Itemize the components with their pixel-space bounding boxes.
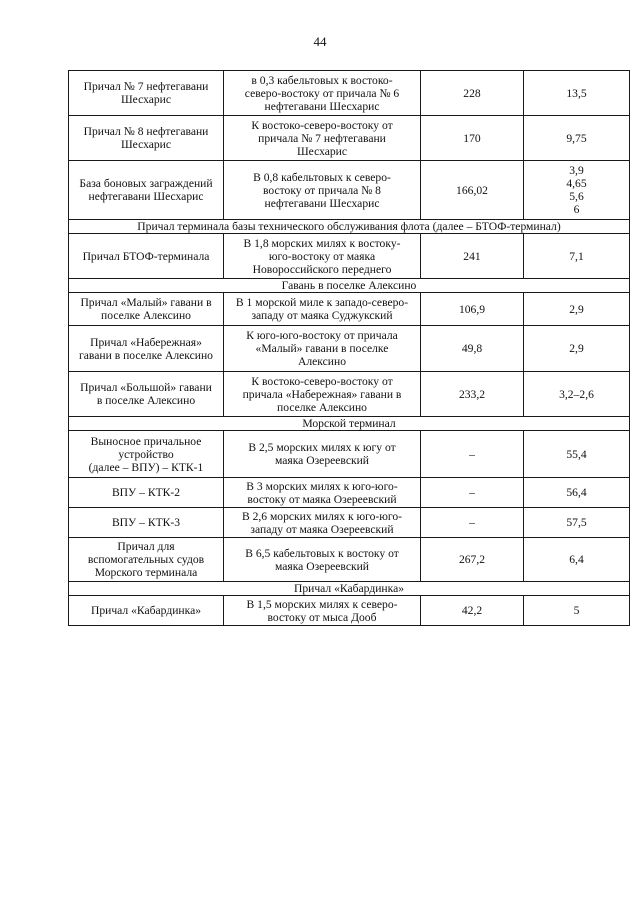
berth-location-cell-line: К юго-юго-востоку от причала (246, 329, 398, 342)
berth-location-cell (224, 372, 421, 417)
berth-depth-cell-line: 3,2–2,6 (559, 387, 594, 401)
berth-depth-cell-line: 3,9 (569, 164, 584, 177)
berth-location-cell-line: поселке Алексино (277, 400, 367, 414)
berth-location-cell (224, 431, 421, 478)
berth-name-cell-line: Причал для (117, 540, 175, 553)
berth-length-cell: 170 (421, 116, 524, 161)
berth-depth-cell (524, 71, 630, 116)
berth-name-cell (69, 326, 224, 372)
berth-depth-cell (524, 431, 630, 478)
berth-location-cell-line: причала № 7 нефтегавани (258, 131, 386, 145)
berth-length-cell: 267,2 (421, 538, 524, 582)
berth-depth-cell-line: 6,4 (569, 553, 584, 566)
berth-name-cell-line: Шесхарис (120, 93, 172, 106)
berth-name-cell-line: в поселке Алексино (96, 394, 196, 407)
berth-name-cell-line: вспомогательных судов (87, 553, 205, 566)
berth-name-cell (69, 293, 224, 326)
berth-location-cell-line: К востоко-северо-востоку от (251, 118, 393, 132)
berth-length-cell: 233,2 (421, 372, 524, 417)
berth-length-cell: 166,02 (421, 161, 524, 220)
berth-name-cell (69, 508, 224, 538)
berth-length-cell: – (421, 508, 524, 538)
page-number: 44 (313, 34, 327, 49)
berth-name-cell (69, 116, 224, 161)
berth-length-cell: 106,9 (421, 293, 524, 326)
berth-location-cell-line: В 6,5 кабельтовых к востоку от (245, 546, 399, 560)
berth-length-cell: 228 (421, 71, 524, 116)
berth-location-cell-line: Алексино (298, 355, 346, 368)
table-row (69, 372, 630, 417)
berth-name-cell-line: Причал № 7 нефтегавани (83, 80, 209, 93)
berth-location-cell (224, 161, 421, 220)
berth-depth-cell (524, 234, 630, 279)
berth-depth-cell (524, 508, 630, 538)
berths-table (68, 70, 630, 626)
berth-depth-cell-line: 13,5 (566, 86, 587, 100)
berth-location-cell-line: причала «Набережная» гавани в (242, 387, 402, 401)
berth-location-cell-line: К востоко-северо-востоку от (251, 374, 393, 388)
berth-depth-cell-line: 9,75 (566, 131, 587, 145)
section-title: Причал «Кабардинка» (69, 582, 630, 596)
berth-depth-cell (524, 478, 630, 508)
berth-name-cell-line: Причал БТОФ-терминала (82, 249, 210, 263)
berth-location-cell-line: В 1,8 морских милях к востоку- (243, 236, 401, 250)
berth-name-cell-line: Причал № 8 нефтегавани (83, 125, 209, 138)
table-row (69, 293, 630, 326)
berth-location-cell-line: маяка Озереевский (274, 559, 370, 573)
table-row (69, 116, 630, 161)
section-header-row (69, 417, 630, 431)
berth-location-cell-line: В 1,5 морских милях к северо- (246, 597, 398, 611)
table-row (69, 538, 630, 582)
berth-name-cell (69, 431, 224, 478)
berth-name-cell-line: поселке Алексино (101, 309, 191, 322)
berth-depth-cell-line: 2,9 (569, 342, 584, 355)
berth-location-cell-line: В 2,6 морских милях к юго-юго- (241, 509, 403, 523)
berth-name-cell-line: Выносное причальное (90, 434, 202, 448)
table-row (69, 326, 630, 372)
berth-name-cell (69, 234, 224, 279)
berth-name-cell-line: Причал «Набережная» (90, 335, 202, 349)
berths-table-body (69, 71, 630, 626)
berth-location-cell-line: в 0,3 кабельтовых к востоко- (251, 73, 393, 87)
berth-location-cell-line: востоку от маяка Озереевский (247, 492, 397, 506)
berth-name-cell (69, 596, 224, 626)
berth-depth-cell (524, 538, 630, 582)
berth-depth-cell (524, 116, 630, 161)
berth-location-cell-line: «Малый» гавани в поселке (255, 342, 389, 355)
berth-name-cell-line: устройство (118, 447, 174, 461)
berth-location-cell (224, 116, 421, 161)
berth-location-cell-line: востоку от причала № 8 (263, 183, 381, 197)
berth-name-cell (69, 538, 224, 582)
berth-length-cell: 49,8 (421, 326, 524, 372)
berth-location-cell-line: Шесхарис (296, 144, 348, 158)
berths-table-container (68, 70, 609, 626)
section-header-row (69, 279, 630, 293)
section-header-row (69, 582, 630, 596)
berth-name-cell-line: (далее – ВПУ) – КТК-1 (88, 460, 204, 474)
berth-name-cell-line: ВПУ – КТК-3 (111, 516, 181, 529)
berth-location-cell-line: В 3 морских милях к юго-юго- (246, 479, 398, 493)
berth-name-cell (69, 71, 224, 116)
berth-depth-cell-line: 4,65 (566, 177, 587, 190)
berth-location-cell (224, 293, 421, 326)
table-row (69, 71, 630, 116)
section-header-row (69, 220, 630, 234)
section-title: Гавань в поселке Алексино (69, 279, 630, 293)
berth-location-cell-line: западу от маяка Суджукский (251, 309, 393, 322)
table-row (69, 234, 630, 279)
berth-name-cell-line: ВПУ – КТК-2 (111, 486, 181, 499)
berth-location-cell-line: северо-востоку от причала № 6 (244, 86, 400, 100)
table-row (69, 161, 630, 220)
berth-location-cell (224, 478, 421, 508)
berth-location-cell (224, 326, 421, 372)
berth-length-cell: – (421, 478, 524, 508)
berth-name-cell (69, 478, 224, 508)
berth-location-cell-line: В 0,8 кабельтовых к северо- (253, 170, 391, 184)
berth-location-cell (224, 234, 421, 279)
berth-length-cell: – (421, 431, 524, 478)
berth-location-cell-line: нефтегавани Шесхарис (264, 196, 380, 210)
berth-length-cell: 42,2 (421, 596, 524, 626)
section-title: Причал терминала базы технического обслуживания флота (далее – БТОФ-терминал) (69, 220, 630, 234)
table-row (69, 596, 630, 626)
berth-location-cell-line: нефтегавани Шесхарис (264, 99, 380, 113)
berth-location-cell-line: востоку от мыса Дооб (267, 610, 377, 624)
table-row (69, 508, 630, 538)
berth-length-cell: 241 (421, 234, 524, 279)
berth-name-cell-line: гавани в поселке Алексино (79, 348, 213, 362)
berth-depth-cell-line: 5,6 (569, 190, 584, 203)
table-row (69, 478, 630, 508)
berth-location-cell (224, 508, 421, 538)
berth-location-cell (224, 596, 421, 626)
berth-depth-cell-line: 2,9 (569, 302, 584, 316)
berth-name-cell-line: Причал «Большой» гавани (80, 381, 212, 394)
berth-depth-cell (524, 161, 630, 220)
berth-depth-cell (524, 596, 630, 626)
berth-name-cell-line: База боновых заграждений (79, 177, 213, 190)
berth-depth-cell-line: 55,4 (566, 447, 587, 461)
table-row (69, 431, 630, 478)
berth-name-cell (69, 372, 224, 417)
berth-name-cell-line: Причал «Кабардинка» (90, 604, 202, 617)
berth-depth-cell-line: 56,4 (566, 486, 587, 499)
berth-location-cell-line: маяка Озереевский (274, 454, 370, 467)
berth-depth-cell (524, 293, 630, 326)
berth-depth-cell (524, 372, 630, 417)
berth-location-cell-line: В 1 морской миле к западо-северо- (235, 296, 409, 309)
berth-depth-cell-line: 7,1 (569, 249, 584, 263)
berth-name-cell-line: Морского терминала (94, 566, 198, 579)
berth-location-cell-line: Новороссийского переднего (252, 262, 392, 276)
berth-depth-cell-line: 6 (573, 203, 580, 216)
berth-location-cell-line: западу от маяка Озереевский (250, 522, 394, 536)
berth-depth-cell (524, 326, 630, 372)
berth-depth-cell-line: 5 (573, 604, 580, 617)
berth-name-cell-line: нефтегавани Шесхарис (88, 190, 204, 203)
berth-location-cell-line: В 2,5 морских милях к югу от (248, 441, 396, 454)
section-title: Морской терминал (69, 417, 630, 431)
berth-name-cell-line: Шесхарис (120, 138, 172, 151)
berth-location-cell (224, 538, 421, 582)
berth-location-cell (224, 71, 421, 116)
berth-name-cell-line: Причал «Малый» гавани в (80, 296, 212, 309)
berth-depth-cell-line: 57,5 (566, 516, 587, 529)
berth-name-cell (69, 161, 224, 220)
berth-location-cell-line: юго-востоку от маяка (268, 249, 376, 263)
